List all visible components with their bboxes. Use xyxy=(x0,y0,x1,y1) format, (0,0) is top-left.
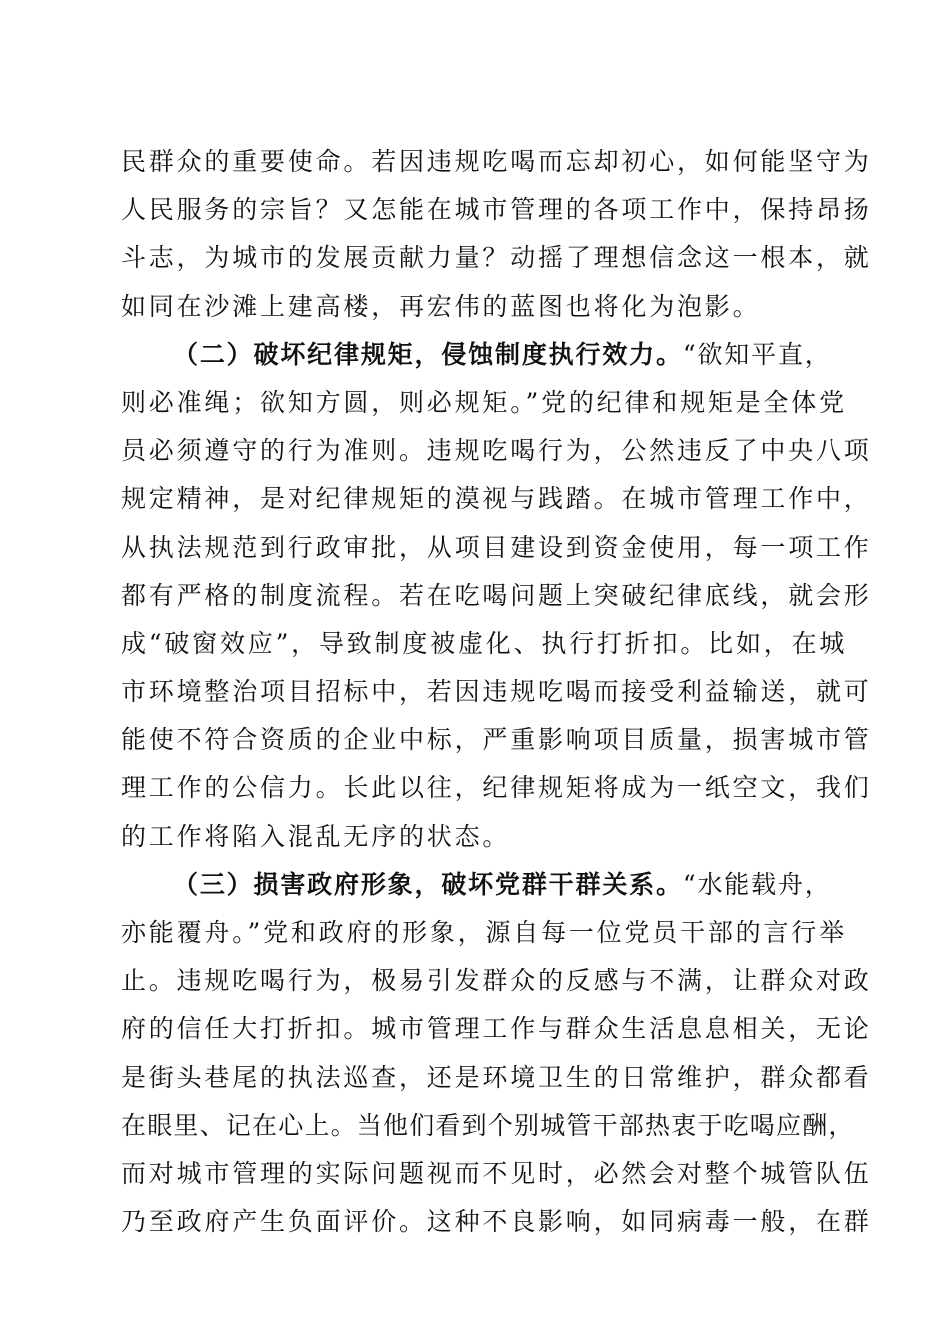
section-heading-line xyxy=(121,861,831,909)
section-heading-three: （三）损害政府形象，破坏党群干群关系。 xyxy=(173,869,683,899)
text-line: 乃至政府产生负面评价。这种不良影响，如同病毒一般，在群 xyxy=(121,1207,872,1237)
paragraph-section-two xyxy=(121,331,872,861)
heading-line-rest: “欲知平直， xyxy=(682,339,831,369)
text-line: 府的信任大打折扣。城市管理工作与群众生活息息相关，无论 xyxy=(121,1014,872,1044)
text-line: 亦能覆舟。”党和政府的形象，源自每一位党员干部的言行举 xyxy=(121,918,847,947)
text-line: 理工作的公信力。长此以往，纪律规矩将成为一纸空文，我们 xyxy=(121,773,872,803)
text-line: 则必准绳；欲知方圆，则必规矩。”党的纪律和规矩是全体党 xyxy=(121,387,847,417)
text-line: 在眼里、记在心上。当他们看到个别城管干部热衷于吃喝应酬， xyxy=(121,1110,855,1140)
text-line: 民群众的重要使命。若因违规吃喝而忘却初心，如何能坚守为 xyxy=(121,147,872,176)
text-line: 的工作将陷入混乱无序的状态。 xyxy=(121,821,511,851)
text-line: 而对城市管理的实际问题视而不见时，必然会对整个城管队伍 xyxy=(121,1158,872,1188)
section-heading-two: （二）破坏纪律规矩，侵蚀制度执行效力。 xyxy=(173,339,683,369)
heading-line-rest: “水能载舟， xyxy=(682,869,831,899)
text-line: 规定精神，是对纪律规矩的漠视与践踏。在城市管理工作中， xyxy=(121,484,872,514)
text-line: 都有严格的制度流程。若在吃喝问题上突破纪律底线，就会形 xyxy=(121,580,872,610)
text-line: 从执法规范到行政审批，从项目建设到资金使用，每一项工作 xyxy=(121,532,872,562)
text-line: 员必须遵守的行为准则。违规吃喝行为，公然违反了中央八项 xyxy=(121,436,872,466)
paragraph-section-three xyxy=(121,861,872,1247)
section-heading-line xyxy=(121,331,831,379)
text-line: 如同在沙滩上建高楼，再宏伟的蓝图也将化为泡影。 xyxy=(121,291,761,321)
text-line: 止。违规吃喝行为，极易引发群众的反感与不满，让群众对政 xyxy=(121,966,872,996)
document-body xyxy=(121,138,872,1246)
paragraph-continuation xyxy=(121,138,872,331)
text-line: 市环境整治项目招标中，若因违规吃喝而接受利益输送，就可 xyxy=(121,677,872,707)
text-line: 能使不符合资质的企业中标，严重影响项目质量，损害城市管 xyxy=(121,725,872,755)
text-line: 是街头巷尾的执法巡查，还是环境卫生的日常维护，群众都看 xyxy=(121,1062,872,1092)
text-line: 人民服务的宗旨？又怎能在城市管理的各项工作中，保持昂扬 xyxy=(121,195,872,225)
text-line: 斗志，为城市的发展贡献力量？动摇了理想信念这一根本，就 xyxy=(121,243,872,273)
text-line: 成“破窗效应”，导致制度被虚化、执行打折扣。比如，在城 xyxy=(121,628,848,658)
